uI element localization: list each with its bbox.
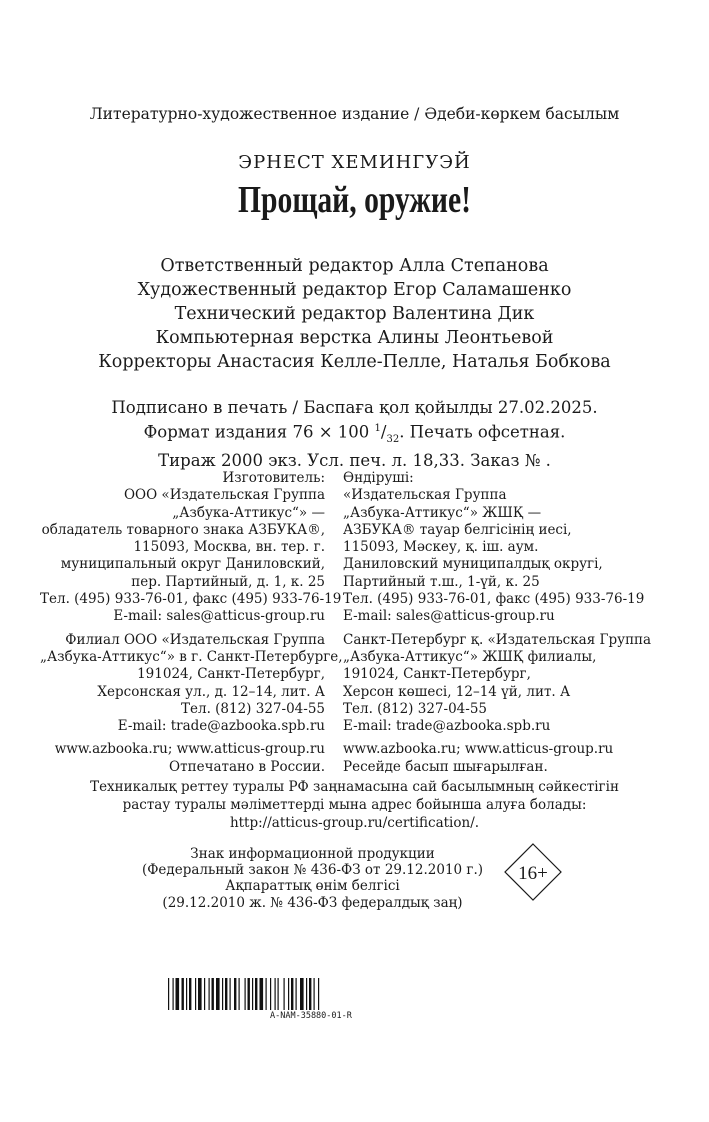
text-line: ООО «Издательская Группа	[123, 487, 325, 504]
barcode-bar	[248, 978, 250, 1010]
format-slash: /	[380, 422, 387, 442]
barcode-bar	[288, 978, 289, 1010]
format-numerator: 1	[374, 423, 381, 434]
barcode-bar	[204, 978, 205, 1010]
barcode-bar	[300, 978, 304, 1010]
manufacturer-kz-column	[343, 470, 673, 782]
author-name: ЭРНЕСТ ХЕМИНГУЭЙ	[238, 152, 471, 173]
text-line: „Азбука-Аттикус“» в г. Санкт-Петербурге,	[40, 648, 343, 665]
barcode-bar	[186, 978, 187, 1010]
barcode-bar	[230, 978, 231, 1010]
age-rating-icon	[504, 843, 562, 901]
barcode-bar	[275, 978, 276, 1010]
manufacturer-ru-column	[40, 470, 343, 782]
text-line: Даниловский муниципалдық округі,	[343, 556, 603, 573]
text-line: Партийный т.ш., 1-үй, к. 25	[343, 573, 540, 590]
text-line: 115093, Мәскеу, қ. іш. аум.	[343, 539, 539, 556]
barcode-bar	[239, 978, 240, 1010]
text-line: (Федеральный закон № 436-ФЗ от 29.12.2010 г.)	[141, 862, 484, 879]
barcode-bar	[270, 978, 271, 1010]
barcode-bar	[182, 978, 184, 1010]
text-line: растау туралы мәліметтерді мына адрес бойынша алуға болады:	[122, 797, 587, 813]
barcode-bar	[222, 978, 223, 1010]
text-line: Филиал ООО «Издательская Группа	[65, 631, 325, 648]
text-line: Тел. (812) 327-04-55	[343, 700, 487, 717]
text-line: обладатель товарного знака АЗБУКА®,	[41, 521, 325, 538]
barcode-bar	[209, 978, 210, 1010]
age-rating-text: 16+	[518, 863, 548, 884]
barcode-bar	[278, 978, 279, 1010]
barcode-bar	[195, 978, 196, 1010]
barcode-bar	[291, 978, 293, 1010]
barcode-bar	[189, 978, 191, 1010]
editor-line: Ответственный редактор Алла Степанова	[160, 256, 549, 276]
text-line: Херсонская ул., д. 12–14, лит. А	[97, 683, 325, 700]
barcode-bar	[225, 978, 227, 1010]
text-line: Техникалық реттеу туралы РФ заңнамасына сай басылымның сәйкестігін	[90, 779, 619, 795]
certification-info	[0, 778, 709, 832]
text-line: (29.12.2010 ж. № 436-ФЗ федералдық заң)	[162, 894, 463, 911]
barcode-bar	[309, 978, 311, 1010]
text-line: АЗБУКА® тауар белгісінің иесі,	[343, 521, 572, 538]
email-line: E-mail: trade@azbooka.spb.ru	[343, 718, 551, 735]
email-line: E-mail: sales@atticus-group.ru	[113, 608, 325, 625]
web-ru-block	[40, 741, 325, 776]
text-line: муниципальный округ Даниловский,	[60, 556, 325, 573]
editors-list	[0, 254, 709, 374]
manufacturer-ru-block	[40, 470, 342, 626]
email-line: E-mail: trade@azbooka.spb.ru	[117, 718, 325, 735]
text-line: Тел. (495) 933-76-01, факс (495) 933-76-19	[343, 591, 645, 608]
barcode-bar	[296, 978, 297, 1010]
edition-type-line: Литературно-художественное издание / Әдеби-көркем басылым	[89, 105, 620, 123]
barcode-bar	[266, 978, 267, 1010]
text-line: Отпечатано в России.	[169, 758, 325, 775]
format-denominator: 32	[386, 433, 400, 445]
text-line: пер. Партийный, д. 1, к. 25	[131, 573, 325, 590]
website-line: www.azbooka.ru; www.atticus-group.ru	[343, 741, 614, 758]
barcode	[168, 978, 381, 1010]
text-line: Ресейде басып шығарылған.	[343, 758, 548, 775]
web-kz-block	[343, 741, 673, 776]
text-line: „Азбука-Аттикус“» ЖШҚ —	[343, 504, 542, 521]
barcode-bar	[306, 978, 307, 1010]
email-line: E-mail: sales@atticus-group.ru	[343, 608, 555, 625]
barcode-bar	[284, 978, 285, 1010]
barcode-bar	[173, 978, 174, 1010]
barcode-bar	[245, 978, 246, 1010]
barcode-bar	[260, 978, 264, 1010]
text-line: «Издательская Группа	[343, 487, 507, 504]
barcode-bar	[176, 978, 180, 1010]
certification-url: http://atticus-group.ru/certification/.	[229, 815, 480, 831]
branch-ru-block	[40, 631, 343, 736]
text-line: Өндіруші:	[343, 470, 414, 486]
editor-line: Художественный редактор Егор Саламашенко	[137, 280, 572, 300]
barcode-bar	[234, 978, 236, 1010]
manufacturer-kz-block	[343, 470, 673, 626]
text-line: Ақпараттық өнім белгісі	[225, 878, 400, 895]
information-product-sign	[140, 846, 485, 911]
text-line: „Азбука-Аттикус“» —	[172, 504, 325, 521]
text-line: „Азбука-Аттикус“» ЖШҚ филиалы,	[343, 648, 597, 665]
text-line: 191024, Санкт-Петербург,	[343, 666, 531, 683]
barcode-bar	[198, 978, 202, 1010]
text-line: Херсон көшесі, 12–14 үй, лит. А	[343, 683, 571, 700]
editor-line: Компьютерная верстка Алины Леонтьевой	[155, 328, 554, 348]
barcode-bar	[216, 978, 220, 1010]
barcode-bar	[255, 978, 257, 1010]
text-line: Тел. (812) 327-04-55	[181, 700, 325, 717]
text-line: 191024, Санкт-Петербург,	[137, 666, 325, 683]
text-line: Знак информационной продукции	[190, 846, 435, 862]
format-line	[0, 418, 709, 450]
text-line: 115093, Москва, вн. тер. г.	[133, 539, 325, 556]
branch-kz-block	[343, 632, 673, 736]
text-line: Санкт-Петербург қ. «Издательская Группа	[343, 631, 652, 648]
text-line: Тел. (495) 933-76-01, факс (495) 933-76-19	[40, 591, 342, 608]
barcode-bar	[212, 978, 214, 1010]
print-info	[0, 397, 709, 471]
barcode-bar	[314, 978, 315, 1010]
text-line: Изготовитель:	[222, 470, 325, 486]
barcode-bar	[252, 978, 253, 1010]
barcode-bar	[318, 978, 319, 1010]
circulation-line: Тираж 2000 экз. Усл. печ. л. 18,33. Заказ № .	[158, 450, 551, 470]
book-title: Прощай, оружие!	[237, 179, 472, 221]
barcode-bar	[168, 978, 169, 1010]
barcode-code: A-NAM-35880-01-R	[270, 1011, 352, 1021]
signed-date: Подписано в печать / Баспаға қол қойылды 27.02.2025.	[111, 398, 598, 417]
editor-line: Технический редактор Валентина Дик	[174, 304, 535, 324]
format-prefix: Формат издания 76 × 100	[143, 422, 375, 442]
format-suffix: . Печать офсетная.	[399, 422, 566, 442]
website-line: www.azbooka.ru; www.atticus-group.ru	[54, 741, 325, 758]
editor-line: Корректоры Анастасия Келле-Пелле, Наталья Бобкова	[98, 352, 611, 372]
